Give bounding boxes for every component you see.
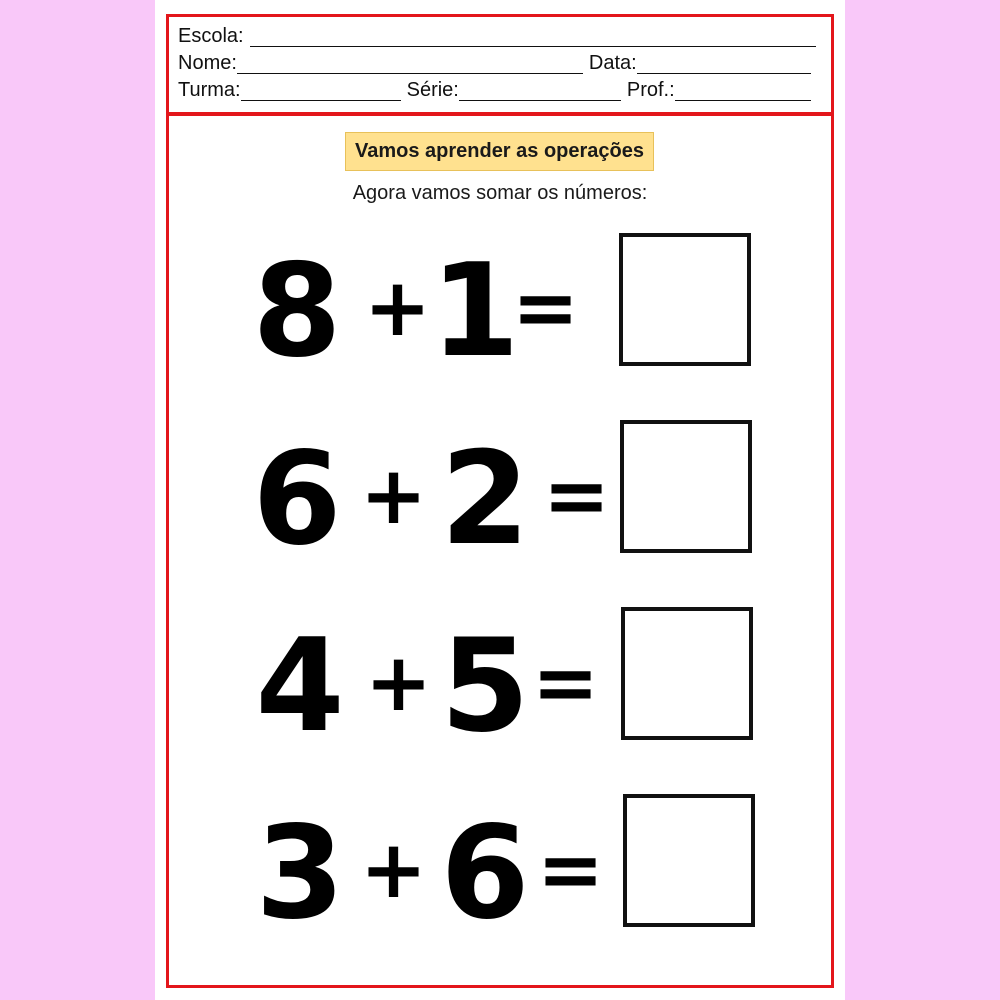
exercise-3-plus: + [365, 636, 433, 729]
escola-label: Escola: [178, 25, 244, 47]
serie-label: Série: [406, 79, 459, 101]
exercise-4-answer-box[interactable] [623, 794, 755, 927]
exercise-2-second-number: 2 [440, 425, 530, 574]
exercise-4-plus: + [360, 823, 428, 916]
data-label: Data: [588, 52, 637, 74]
exercise-3-equals: = [532, 636, 600, 729]
exercise-1-second-number: 1 [430, 237, 520, 386]
turma-label: Turma: [178, 79, 241, 101]
exercise-1-plus: + [364, 261, 432, 354]
exercise-1-answer-box[interactable] [619, 233, 751, 366]
nome-label: Nome: [178, 52, 237, 74]
exercise-4-equals: = [537, 823, 605, 916]
exercise-3-answer-box[interactable] [621, 607, 753, 740]
exercise-4-first-number: 3 [255, 799, 345, 948]
turma-field[interactable] [241, 80, 401, 101]
nome-field[interactable] [237, 53, 583, 74]
exercise-4-second-number: 6 [440, 799, 530, 948]
serie-field[interactable] [459, 80, 621, 101]
exercise-3-first-number: 4 [255, 612, 345, 761]
exercise-2-plus: + [360, 449, 428, 542]
exercise-1-equals: = [512, 261, 580, 354]
exercise-3-second-number: 5 [440, 612, 530, 761]
exercise-2-equals: = [543, 449, 611, 542]
exercise-2-first-number: 6 [252, 425, 342, 574]
escola-line [178, 22, 816, 47]
turma-line [178, 76, 811, 101]
worksheet-title: Vamos aprender as operações [345, 132, 654, 171]
nome-line [178, 49, 811, 74]
prof-field[interactable] [675, 80, 811, 101]
prof-label: Prof.: [626, 79, 675, 101]
exercise-1-first-number: 8 [252, 237, 342, 386]
escola-field[interactable] [250, 26, 816, 47]
worksheet-instructions: Agora vamos somar os números: [352, 182, 648, 204]
data-field[interactable] [637, 53, 811, 74]
exercise-2-answer-box[interactable] [620, 420, 752, 553]
